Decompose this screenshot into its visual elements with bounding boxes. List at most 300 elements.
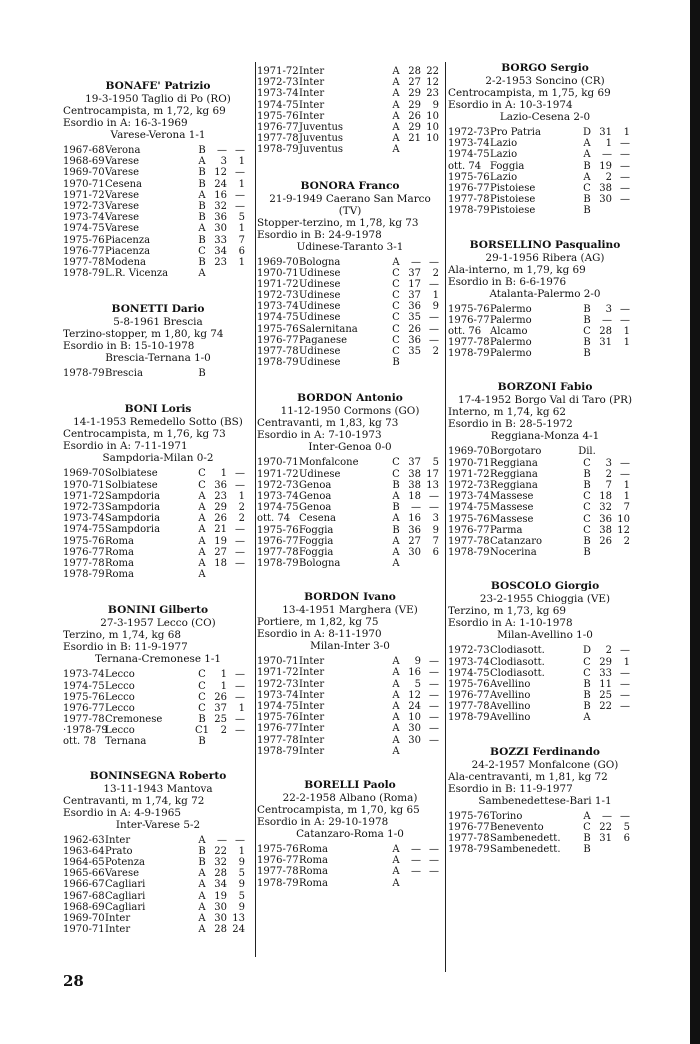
birth-info: 13-4-1951 Marghera (VE)	[282, 604, 418, 617]
season-team: Sampdoria	[105, 490, 161, 502]
season-team: Massese	[490, 513, 534, 525]
season-appearances: 16	[408, 513, 421, 525]
season-appearances: 38	[408, 479, 421, 491]
season-division: A	[198, 868, 206, 880]
season-team: Inter	[299, 110, 325, 122]
season-year: 1971-72	[448, 468, 490, 480]
player-entry	[448, 746, 642, 856]
season-appearances: 38	[599, 524, 612, 536]
season-team: Prato	[105, 845, 133, 857]
season-year: 1966-67	[63, 879, 105, 891]
season-year: 1976-77	[257, 121, 299, 133]
season-appearances: 9	[414, 656, 421, 668]
season-appearances: 37	[214, 702, 227, 714]
season-team: Roma	[105, 546, 134, 558]
season-appearances: 25	[214, 714, 227, 726]
season-team: Brescia	[105, 368, 143, 380]
season-division: A	[198, 879, 206, 891]
player-detail: Ala-interno, m 1,79, kg 69	[448, 263, 586, 276]
season-row	[257, 690, 443, 701]
season-division: B	[392, 524, 400, 536]
player-detail: Inter-Varese 5-2	[115, 818, 201, 831]
season-appearances: 21	[408, 133, 421, 145]
season-appearances: 2	[605, 645, 612, 657]
season-year: 1977-78	[257, 866, 299, 878]
season-team: Reggiana	[490, 468, 538, 480]
season-year: 1978-79	[257, 745, 299, 757]
season-row	[257, 735, 443, 746]
season-row	[448, 480, 642, 491]
season-year: 1978-79	[448, 844, 490, 856]
season-appearances: 30	[408, 723, 421, 735]
season-division: A	[198, 557, 206, 569]
player-name: BONORA Franco	[300, 179, 400, 192]
birth-info: 29-1-1956 Ribera (AG)	[485, 251, 605, 264]
season-appearances: 12	[408, 689, 421, 701]
birth-info: 19-3-1950 Taglio di Po (RO)	[85, 93, 231, 105]
season-year: 1971-72	[63, 490, 105, 502]
season-goals: —	[429, 334, 439, 346]
season-division: A	[198, 535, 206, 547]
season-division: C	[392, 267, 400, 279]
season-year: 1971-72	[257, 66, 299, 77]
season-appearances: 18	[408, 490, 421, 502]
season-year: 1972-73	[257, 479, 299, 491]
season-goals: —	[235, 834, 245, 846]
season-goals: 17	[426, 468, 439, 480]
player-detail: Sambenedettese-Bari 1-1	[478, 794, 612, 807]
birth-info: 13-11-1943 Mantova	[103, 782, 213, 795]
season-row	[63, 669, 253, 680]
season-goals: —	[429, 689, 439, 701]
player-entry	[63, 303, 253, 379]
season-division: C	[392, 468, 400, 480]
season-row	[257, 290, 443, 301]
season-goals: 22	[426, 66, 439, 77]
season-division: C	[198, 479, 206, 491]
season-row	[257, 66, 443, 77]
season-row	[257, 122, 443, 133]
season-goals: 7	[623, 502, 630, 514]
season-appearances: 16	[214, 189, 227, 201]
season-goals: 2	[623, 535, 630, 547]
season-goals: —	[429, 312, 439, 324]
season-division: C	[392, 457, 400, 469]
season-division: C	[392, 278, 400, 290]
season-team: Reggiana	[490, 457, 538, 469]
season-team: Avellino	[490, 678, 531, 690]
season-division: B	[198, 145, 206, 156]
season-year: ott. 76	[448, 325, 482, 337]
page-edge-border	[690, 0, 700, 1044]
season-appearances: —	[411, 843, 421, 855]
season-appearances: 3	[605, 457, 612, 469]
season-row	[257, 513, 443, 524]
season-appearances: 32	[599, 502, 612, 514]
season-year: 1978-79	[448, 712, 490, 724]
season-appearances: 11	[599, 678, 612, 690]
season-goals: —	[620, 194, 630, 206]
season-appearances: 29	[599, 656, 612, 668]
season-division: C	[392, 346, 400, 357]
season-year: 1978-79	[63, 569, 105, 581]
player-entry	[63, 403, 253, 580]
player-detail: Esordio in A: 29-10-1978	[257, 815, 389, 828]
season-row	[63, 924, 253, 935]
season-row	[257, 469, 443, 480]
season-row	[257, 100, 443, 111]
season-row	[448, 161, 642, 172]
player-name: BORSELLINO Pasqualino	[469, 238, 621, 251]
player-detail: Inter-Genoa 0-0	[308, 441, 392, 454]
season-team: Paganese	[299, 334, 348, 346]
season-team: Juventus	[299, 133, 344, 145]
season-division: A	[583, 712, 591, 724]
season-goals: —	[429, 701, 439, 712]
season-row	[257, 77, 443, 88]
season-row	[63, 513, 253, 524]
season-division: B	[583, 205, 591, 217]
season-goals: —	[235, 468, 245, 480]
player-entry	[257, 591, 443, 757]
season-appearances: 37	[408, 457, 421, 469]
season-team: Pro Patria	[490, 127, 541, 138]
season-row	[448, 657, 642, 668]
player-detail: Varese-Verona 1-1	[110, 129, 206, 141]
season-goals: —	[235, 535, 245, 547]
season-division: B	[392, 479, 400, 491]
season-team: Torino	[490, 810, 523, 822]
season-division: B	[583, 160, 591, 172]
season-division: B	[198, 200, 206, 212]
season-row	[257, 866, 443, 877]
season-appearances: 36	[599, 513, 612, 525]
player-name: BORZONI Fabio	[497, 381, 593, 394]
season-row	[63, 179, 253, 190]
season-appearances: 29	[408, 99, 421, 111]
season-year: 1975-76	[448, 171, 490, 183]
page-number: 28	[63, 972, 84, 990]
season-year: 1976-77	[448, 314, 490, 326]
season-year: 1973-74	[257, 689, 299, 701]
season-division: A	[392, 513, 400, 525]
season-year: 1973-74	[257, 490, 299, 502]
player-detail: Terzino-stopper, m 1,80, kg 74	[63, 328, 224, 341]
season-division: A	[392, 558, 400, 570]
season-team: Avellino	[490, 712, 531, 724]
season-row	[257, 502, 443, 513]
season-row	[257, 144, 443, 155]
season-appearances: 38	[599, 182, 612, 194]
season-year: 1975-76	[63, 691, 105, 703]
season-division: A	[392, 144, 400, 156]
season-year: ott. 74	[448, 160, 482, 172]
season-row	[448, 138, 642, 149]
season-division: A	[198, 502, 206, 513]
season-row	[63, 246, 253, 257]
season-goals: —	[429, 866, 439, 878]
season-goals: —	[235, 145, 245, 156]
season-year: 1970-71	[448, 457, 490, 469]
season-team: Palermo	[490, 303, 532, 315]
player-entry	[257, 392, 443, 569]
season-goals: —	[235, 557, 245, 569]
season-team: Modena	[105, 256, 146, 268]
season-row	[448, 536, 642, 547]
season-row	[257, 844, 443, 855]
season-team: Massese	[490, 491, 534, 503]
season-row	[257, 701, 443, 712]
season-division: A	[583, 149, 591, 161]
season-team: Lecco	[105, 691, 135, 703]
season-goals: —	[429, 855, 439, 867]
season-goals: 6	[432, 546, 439, 558]
season-team: Inter	[299, 66, 325, 77]
player-detail: Esordio in A: 16-3-1969	[63, 117, 188, 129]
season-appearances: 31	[599, 337, 612, 349]
player-entry	[63, 770, 253, 936]
season-team: Solbiatese	[105, 479, 158, 491]
season-year: 1977-78	[257, 546, 299, 558]
season-team: Varese	[105, 167, 140, 179]
season-year: 1978-79	[257, 558, 299, 570]
season-appearances: 32	[214, 200, 227, 212]
season-year: 1977-78	[448, 194, 490, 206]
season-year: 1967-68	[63, 145, 105, 156]
season-table	[448, 811, 642, 856]
birth-info: 23-2-1955 Chioggia (VE)	[479, 593, 611, 606]
season-division: A	[583, 138, 591, 150]
season-row	[448, 348, 642, 359]
season-row	[448, 458, 642, 469]
season-goals: 13	[232, 912, 245, 924]
season-goals: 24	[232, 924, 245, 936]
season-appearances: 18	[214, 557, 227, 569]
season-team: Avellino	[490, 701, 531, 713]
season-goals: 23	[426, 88, 439, 100]
season-row	[63, 480, 253, 491]
season-appearances: 23	[214, 490, 227, 502]
season-table	[63, 835, 253, 936]
season-row	[257, 301, 443, 312]
season-division: B	[583, 690, 591, 702]
player-detail: Esordio in A: 1-10-1978	[448, 617, 573, 630]
season-appearances: 19	[214, 535, 227, 547]
season-table	[448, 304, 642, 360]
player-name: BORDON Antonio	[297, 392, 403, 405]
season-row	[448, 127, 642, 138]
season-division: C	[583, 656, 591, 668]
season-row	[448, 833, 642, 844]
season-team: Lecco	[105, 669, 135, 681]
season-row	[257, 558, 443, 569]
season-goals: —	[235, 200, 245, 212]
season-year: 1976-77	[448, 524, 490, 536]
season-division: D	[582, 127, 592, 138]
season-goals: 10	[426, 121, 439, 133]
season-division: B	[583, 468, 591, 480]
season-goals: —	[620, 690, 630, 702]
season-division: B	[583, 678, 591, 690]
season-appearances: 33	[214, 234, 227, 246]
season-division: C	[392, 301, 400, 313]
season-appearances: 2	[220, 725, 227, 737]
season-row	[257, 679, 443, 690]
player-detail: Esordio in B: 11-9-1977	[63, 641, 188, 654]
season-division: B	[198, 714, 206, 726]
season-appearances: 28	[408, 66, 421, 77]
season-goals: 2	[432, 346, 439, 357]
season-row	[257, 133, 443, 144]
birth-info: 11-12-1950 Cormons (GO)	[280, 405, 420, 418]
season-division: C	[392, 334, 400, 346]
season-year: 1978-79	[448, 205, 490, 217]
season-year: 1972-73	[257, 290, 299, 302]
season-row	[63, 502, 253, 513]
player-detail: Terzino, m 1,73, kg 69	[448, 605, 566, 618]
player-detail: Esordio in A: 7-11-1971	[63, 440, 188, 453]
season-row	[448, 645, 642, 656]
season-year: 1969-70	[63, 468, 105, 480]
season-goals: 5	[238, 212, 245, 224]
season-goals: —	[235, 714, 245, 726]
season-division: A	[198, 156, 206, 168]
season-appearances: 36	[408, 301, 421, 313]
season-division: B	[583, 337, 591, 349]
season-appearances: 7	[605, 480, 612, 491]
season-year: ott. 78	[63, 736, 97, 748]
season-row	[257, 723, 443, 734]
season-year: 1976-77	[257, 334, 299, 346]
season-team: Varese	[105, 189, 140, 201]
season-year: 1970-71	[257, 656, 299, 668]
season-goals: 1	[238, 845, 245, 857]
season-row	[448, 514, 642, 525]
season-division: C	[198, 245, 206, 257]
season-appearances: 22	[599, 821, 612, 833]
season-appearances: —	[602, 149, 612, 161]
player-detail: Ternana-Cremonese 1-1	[94, 653, 222, 666]
season-year: 1975-76	[63, 535, 105, 547]
season-team: Inter	[105, 924, 131, 936]
season-year: 1978-79	[257, 877, 299, 889]
season-row	[63, 902, 253, 913]
season-appearances: 19	[214, 890, 227, 902]
player-name: BORELLI Paolo	[304, 778, 396, 791]
season-row	[448, 304, 642, 315]
season-appearances: 2	[605, 171, 612, 183]
season-team: Juventus	[299, 121, 344, 133]
season-table	[63, 145, 253, 279]
season-division: C	[583, 513, 591, 525]
season-row	[448, 525, 642, 536]
season-appearances: 17	[408, 278, 421, 290]
season-team: Roma	[299, 877, 328, 889]
season-row	[448, 194, 642, 205]
player-detail: Ala-centravanti, m 1,81, kg 72	[448, 770, 608, 783]
season-team: Inter	[299, 745, 325, 757]
season-team: Inter	[299, 678, 325, 690]
season-division: C	[392, 290, 400, 302]
season-goals: —	[429, 843, 439, 855]
season-year: 1973-74	[257, 301, 299, 313]
season-row	[257, 712, 443, 723]
season-goals: —	[235, 680, 245, 692]
season-appearances: 27	[408, 535, 421, 547]
season-goals: 1	[623, 480, 630, 491]
column-divider	[445, 62, 446, 972]
season-year: 1978-79	[448, 547, 490, 559]
season-appearances: 30	[214, 223, 227, 235]
season-team: Roma	[299, 855, 328, 867]
season-appearances: 30	[214, 912, 227, 924]
season-division: A	[198, 924, 206, 936]
season-year: 1976-77	[257, 855, 299, 867]
season-year: 1973-74	[63, 513, 105, 525]
season-team: Sambenedett.	[490, 833, 561, 844]
season-appearances: 25	[599, 690, 612, 702]
season-appearances: 19	[599, 160, 612, 172]
player-name: BONINI Gilberto	[107, 604, 209, 617]
season-goals: —	[429, 667, 439, 679]
season-team: Reggiana	[490, 480, 538, 491]
season-year: 1975-76	[448, 513, 490, 525]
season-year: 1974-75	[63, 680, 105, 692]
season-goals: 2	[432, 267, 439, 279]
season-row	[257, 346, 443, 357]
season-appearances: 23	[214, 256, 227, 268]
season-division: C	[198, 669, 206, 681]
player-entry	[448, 381, 642, 558]
season-goals: —	[429, 678, 439, 690]
player-detail: Terzino, m 1,74, kg 68	[63, 629, 181, 642]
season-team: Genoa	[299, 502, 332, 514]
season-row	[63, 212, 253, 223]
season-team: Verona	[105, 145, 141, 156]
season-row	[63, 569, 253, 580]
birth-info: 21-9-1949 Caerano San Marco	[269, 192, 431, 205]
birth-info: 14-1-1953 Remedello Sotto (BS)	[73, 416, 243, 429]
season-division: B	[198, 178, 206, 190]
player-entry	[63, 80, 253, 279]
player-name: BONI Loris	[124, 403, 192, 416]
season-goals: 1	[623, 656, 630, 668]
season-row	[448, 679, 642, 690]
player-name: BONAFE' Patrizio	[105, 80, 211, 92]
season-row	[257, 667, 443, 678]
season-row	[257, 268, 443, 279]
season-division: A	[392, 855, 400, 867]
season-appearances: 27	[408, 77, 421, 89]
birth-info: 2-2-1953 Soncino (CR)	[485, 75, 605, 87]
season-year: 1974-75	[63, 524, 105, 536]
season-goals: —	[620, 149, 630, 161]
season-team: L.R. Vicenza	[105, 268, 169, 280]
season-division: A	[392, 110, 400, 122]
season-division: C	[583, 325, 591, 337]
player-detail: Catanzaro-Roma 1-0	[296, 827, 404, 840]
season-team: Roma	[105, 569, 134, 581]
season-row	[257, 335, 443, 346]
season-goals: 1	[238, 178, 245, 190]
column-1	[63, 62, 253, 935]
season-row	[448, 337, 642, 348]
season-appearances: 28	[214, 924, 227, 936]
season-appearances: 16	[408, 667, 421, 679]
season-division: B	[392, 502, 400, 514]
player-detail: Centravanti, m 1,74, kg 72	[63, 794, 205, 807]
season-goals: 2	[238, 502, 245, 513]
